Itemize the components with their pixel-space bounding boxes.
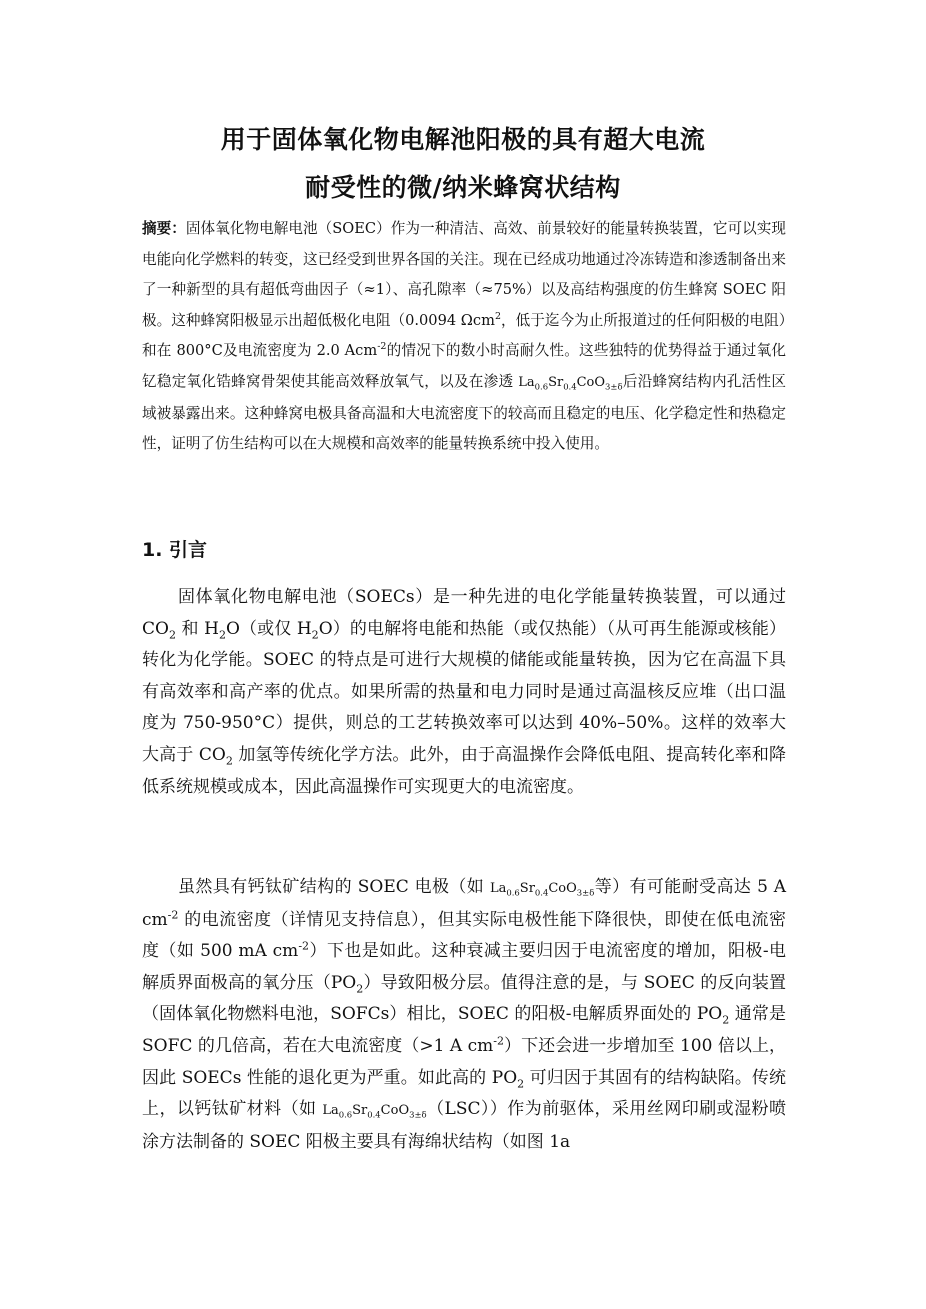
- paragraph-text: 可归因于其固有的结构缺陷。传统上，以钙钛矿材料（如: [142, 1067, 787, 1120]
- formula-sub: 0.4: [534, 887, 549, 898]
- paragraph-sub: 2: [356, 982, 364, 996]
- paragraph-text: ）导致阳极分层。值得注意的是，与 SOEC 的反向装置（固体氧化物燃料电池，SOFCs）相比，SOEC 的阳极-电解质界面处的 PO: [142, 972, 786, 1025]
- paragraph-text: 通常是 SOFC 的几倍高，若在大电流密度（>1 A cm: [142, 1004, 786, 1056]
- paragraph-text: ）下还会进一步增加至 100 倍以上，因此 SOECs 性能的退化更为严重。如此高的 PO: [142, 1035, 786, 1088]
- abstract-text: ，低于迄今为止所报道过的任何阳极的电阻）和在 800°C及电流密度为 2.0 Acm: [142, 311, 787, 360]
- abstract-paragraph: [142, 214, 786, 460]
- formula: [490, 881, 594, 896]
- paragraph-text: ）下也是如此。这种衰减主要归因于电流密度的增加，阳极-电解质界面极高的氧分压（PO: [142, 941, 786, 993]
- formula: [322, 1103, 426, 1118]
- document-title-line-1: 用于固体氧化物电解池阳极的具有超大电流: [220, 125, 706, 154]
- paragraph-text: 虽然具有钙钛矿结构的 SOEC 电极（如: [178, 877, 490, 897]
- body-paragraph-1: [142, 582, 786, 803]
- document-title-line-2: 耐受性的微/纳米蜂窝状结构: [305, 173, 621, 202]
- paragraph-sub: 2: [225, 754, 233, 768]
- formula-sub: 0.6: [338, 1109, 353, 1120]
- abstract-text: 固体氧化物电解电池（SOEC）作为一种清洁、高效、前景较好的能量转换装置，它可以实现电能向化学燃料的转变，这已经受到世界各国的关注。现在已经成功地通过冷冻铸造和渗透制备出来了一种新型的具有超低弯曲因子（≈1）、高孔隙率（≈75%）以及高结构强度的仿生蜂窝 SOEC 阳极。这种蜂窝阳极显示出超低极化电阻（0.0094 Ωcm: [142, 220, 786, 329]
- formula-sub: 3±δ: [576, 887, 595, 898]
- paragraph-text: 和 H: [175, 618, 219, 639]
- abstract-formula: [518, 375, 622, 390]
- abstract-text: 的情况下的数小时高耐久性。这些独特的优势得益于通过氧化钇稳定氧化锆蜂窝骨架使其能高效释放氧气，以及在渗透: [142, 342, 786, 390]
- formula-sub: 3±δ: [409, 1109, 427, 1120]
- formula-part: La: [322, 1103, 339, 1119]
- abstract-text: 后沿蜂窝结构内孔活性区域被暴露出来。这种蜂窝电极具备高温和大电流密度下的较高而且稳定的电压、化学稳定性和热稳定性，证明了仿生结构可以在大规模和高效率的能量转换系统中投入使用。: [142, 372, 786, 453]
- formula-part: La: [489, 881, 507, 896]
- formula-part: Sr: [352, 1103, 368, 1119]
- paragraph-sup: -2: [493, 1034, 505, 1048]
- paragraph-sup: -2: [298, 939, 310, 953]
- paragraph-sub: 2: [722, 1013, 730, 1027]
- paragraph-sub: 2: [168, 627, 176, 641]
- paragraph-sup: -2: [167, 907, 179, 921]
- paragraph-text: 等）有可能耐受高达 5 A cm: [142, 877, 786, 930]
- paragraph-text: O（或仅 H: [225, 618, 312, 639]
- paragraph-sub: 2: [311, 627, 319, 641]
- abstract-sup: 2: [494, 310, 501, 322]
- paragraph-sub: 2: [218, 627, 226, 641]
- formula-sub: 3±δ: [605, 381, 623, 392]
- paragraph-text: （LSC））作为前驱体，采用丝网印刷或湿粉喷涂方法制备的 SOEC 阳极主要具有海绵状结构（如图 1a: [142, 1099, 786, 1152]
- paragraph-text: O）的电解将电能和热能（或仅热能）（从可再生能源或核能）转化为化学能。SOEC 的特点是可进行大规模的储能或能量转换，因为它在高温下具有高效率和高产率的优点。如果所需的热量和电力同时是通过高温核反应堆（出口温度为 750-950°C）提供，则总的工艺转换效率可以达到 40%–50%。这样的效率大大高于 CO: [142, 618, 786, 765]
- section-heading: 1. 引言: [142, 539, 208, 561]
- paragraph-text: 的电流密度（详情见支持信息），但其实际电极性能下降很快，即使在低电流密度（如 500 mA cm: [142, 909, 786, 962]
- formula-part: CoO: [380, 1103, 410, 1119]
- formula-part: CoO: [576, 374, 606, 390]
- paragraph-text: 加氢等传统化学方法。此外，由于高温操作会降低电阻、提高转化率和降低系统规模或成本，因此高温操作可实现更大的电流密度。: [142, 744, 786, 797]
- formula-sub: 0.6: [534, 381, 549, 392]
- abstract-label: 摘要：: [142, 220, 186, 237]
- formula-part: Sr: [519, 881, 535, 896]
- paragraph-sub: 2: [517, 1076, 525, 1090]
- formula-sub: 0.6: [506, 887, 520, 898]
- formula-part: La: [518, 374, 535, 390]
- body-paragraph-2: [142, 872, 786, 1158]
- paragraph-text: 固体氧化物电解电池（SOECs）是一种先进的电化学能量转换装置，可以通过 CO: [142, 587, 786, 639]
- formula-part: CoO: [548, 881, 577, 896]
- formula-part: Sr: [548, 374, 564, 390]
- formula-sub: 0.4: [367, 1109, 381, 1120]
- abstract-sup: -2: [377, 341, 387, 353]
- formula-sub: 0.4: [563, 381, 577, 392]
